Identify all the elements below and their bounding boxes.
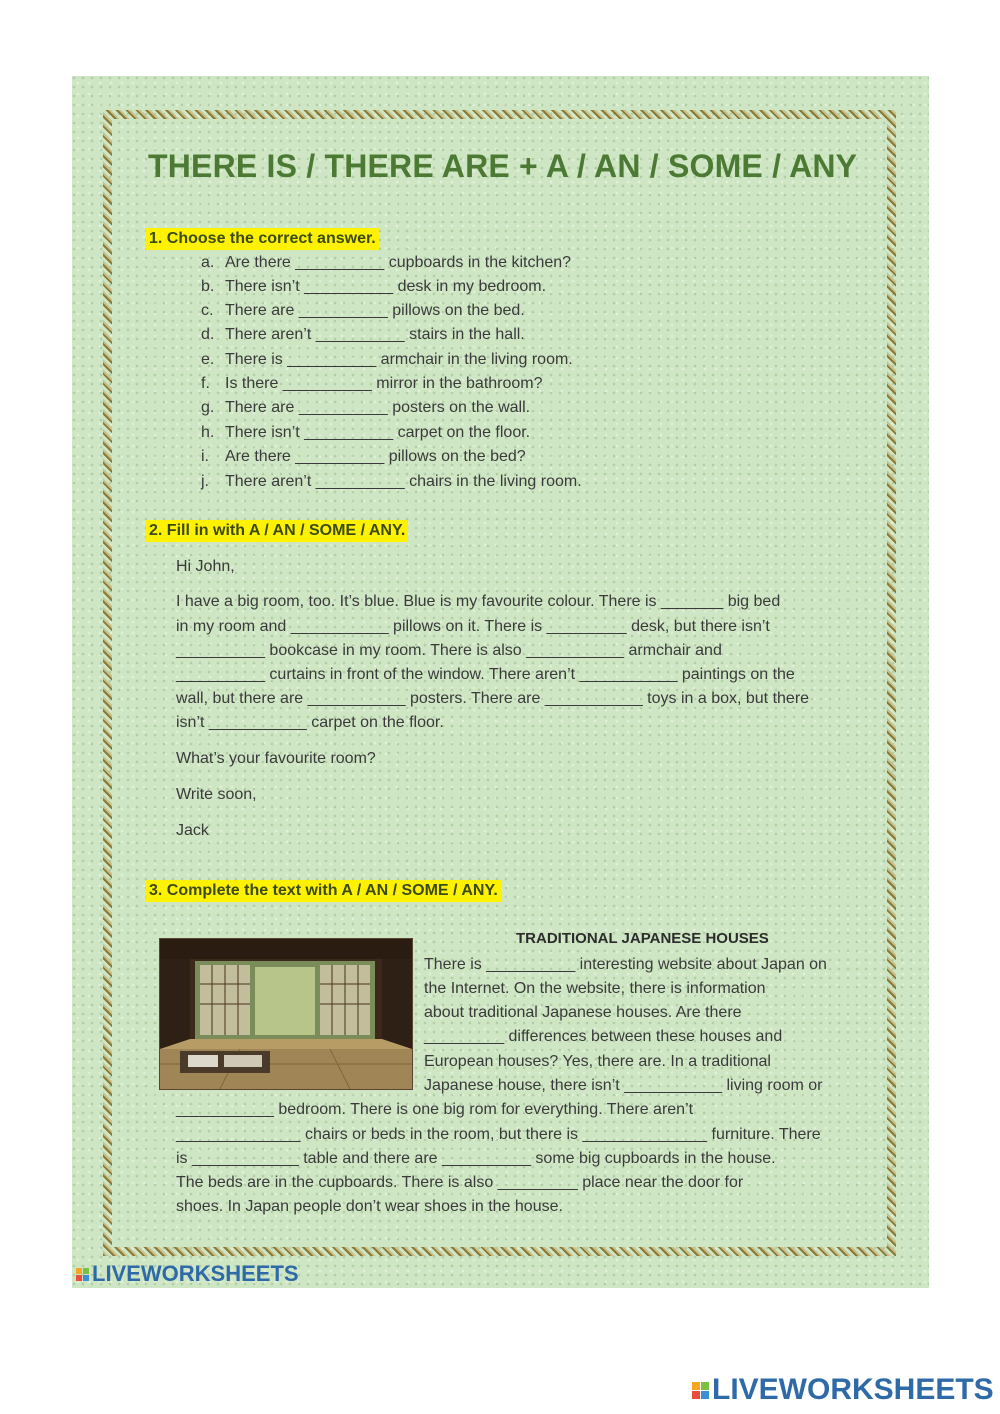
logo-text: LIVEWORKSHEETS — [712, 1373, 994, 1406]
item-text: Are there __________ cupboards in the kitchen? — [225, 254, 572, 271]
liveworksheets-logo-sheet — [76, 1261, 299, 1287]
list-item — [201, 301, 525, 321]
article-line: Japanese house, there isn’t ___________ living room or — [424, 1077, 823, 1094]
letter-body-line: wall, but there are ___________ posters. There are ___________ toys in a box, but there — [176, 690, 810, 707]
liveworksheets-mark-icon — [692, 1382, 709, 1399]
section-3-heading: 3. Complete the text with A / AN / SOME / ANY. — [146, 880, 501, 902]
list-item — [201, 277, 546, 297]
article-line: _________ differences between these houses and — [424, 1028, 783, 1045]
japanese-house-photo — [159, 938, 413, 1090]
list-item — [201, 423, 530, 443]
letter-body-line: __________ curtains in front of the window. There aren’t ___________ paintings on the — [176, 666, 795, 683]
article-line: There is __________ interesting website about Japan on — [424, 956, 827, 973]
letter-signature: Jack — [176, 822, 209, 839]
item-letter: h. — [201, 424, 215, 441]
article-line: shoes. In Japan people don’t wear shoes in the house. — [176, 1198, 563, 1215]
article-line: ___________ bedroom. There is one big rom for everything. There aren’t — [176, 1101, 694, 1118]
logo-text: LIVEWORKSHEETS — [92, 1261, 299, 1286]
japanese-room-image — [160, 939, 412, 1089]
list-item — [201, 374, 543, 394]
article-line: about traditional Japanese houses. Are there — [424, 1004, 742, 1021]
article-line: European houses? Yes, there are. In a traditional — [424, 1053, 771, 1070]
letter-body-line: in my room and ___________ pillows on it. There is _________ desk, but there isn’t — [176, 618, 770, 635]
item-text: There is __________ armchair in the living room. — [225, 351, 573, 368]
item-letter: i. — [201, 448, 209, 465]
article-line: is ____________ table and there are __________ some big cupboards in the house. — [176, 1150, 776, 1167]
letter-body-line: __________ bookcase in my room. There is also ___________ armchair and — [176, 642, 722, 659]
article-line: ______________ chairs or beds in the room, but there is ______________ furniture. There — [176, 1126, 821, 1143]
list-item — [201, 325, 525, 345]
article-line: the Internet. On the website, there is information — [424, 980, 766, 997]
item-text: There isn’t __________ desk in my bedroom. — [225, 278, 547, 295]
item-text: There are __________ posters on the wall. — [225, 399, 531, 416]
item-text: Is there __________ mirror in the bathroom? — [225, 375, 543, 392]
letter-body-line: I have a big room, too. It’s blue. Blue is my favourite colour. There is _______ big bed — [176, 593, 781, 610]
item-text: There isn’t __________ carpet on the floor. — [225, 424, 531, 441]
letter-closing: Write soon, — [176, 786, 257, 803]
item-letter: d. — [201, 326, 215, 343]
article-title: TRADITIONAL JAPANESE HOUSES — [516, 930, 769, 947]
list-item — [201, 398, 530, 418]
item-text: There are __________ pillows on the bed. — [225, 302, 525, 319]
item-text: There aren’t __________ chairs in the living room. — [225, 473, 582, 490]
list-item — [201, 472, 582, 492]
item-letter: g. — [201, 399, 215, 416]
letter-question: What’s your favourite room? — [176, 750, 376, 767]
list-item — [201, 447, 526, 467]
item-letter: e. — [201, 351, 215, 368]
letter-body-line: isn’t ___________ carpet on the floor. — [176, 714, 444, 731]
item-text: There aren’t __________ stairs in the hall. — [225, 326, 525, 343]
liveworksheets-logo-page — [692, 1373, 994, 1407]
list-item — [201, 253, 571, 273]
section-1-heading: 1. Choose the correct answer. — [146, 228, 379, 250]
letter-greeting: Hi John, — [176, 558, 235, 575]
section-2-heading: 2. Fill in with A / AN / SOME / ANY. — [146, 520, 408, 542]
list-item — [201, 350, 573, 370]
item-letter: f. — [201, 375, 210, 392]
article-line: The beds are in the cupboards. There is also _________ place near the door for — [176, 1174, 744, 1191]
item-letter: b. — [201, 278, 215, 295]
item-letter: c. — [201, 302, 214, 319]
item-letter: j. — [201, 473, 209, 490]
page-title: THERE IS / THERE ARE + A / AN / SOME / ANY — [148, 148, 858, 184]
item-text: Are there __________ pillows on the bed? — [225, 448, 526, 465]
liveworksheets-mark-icon — [76, 1268, 89, 1281]
item-letter: a. — [201, 254, 215, 271]
